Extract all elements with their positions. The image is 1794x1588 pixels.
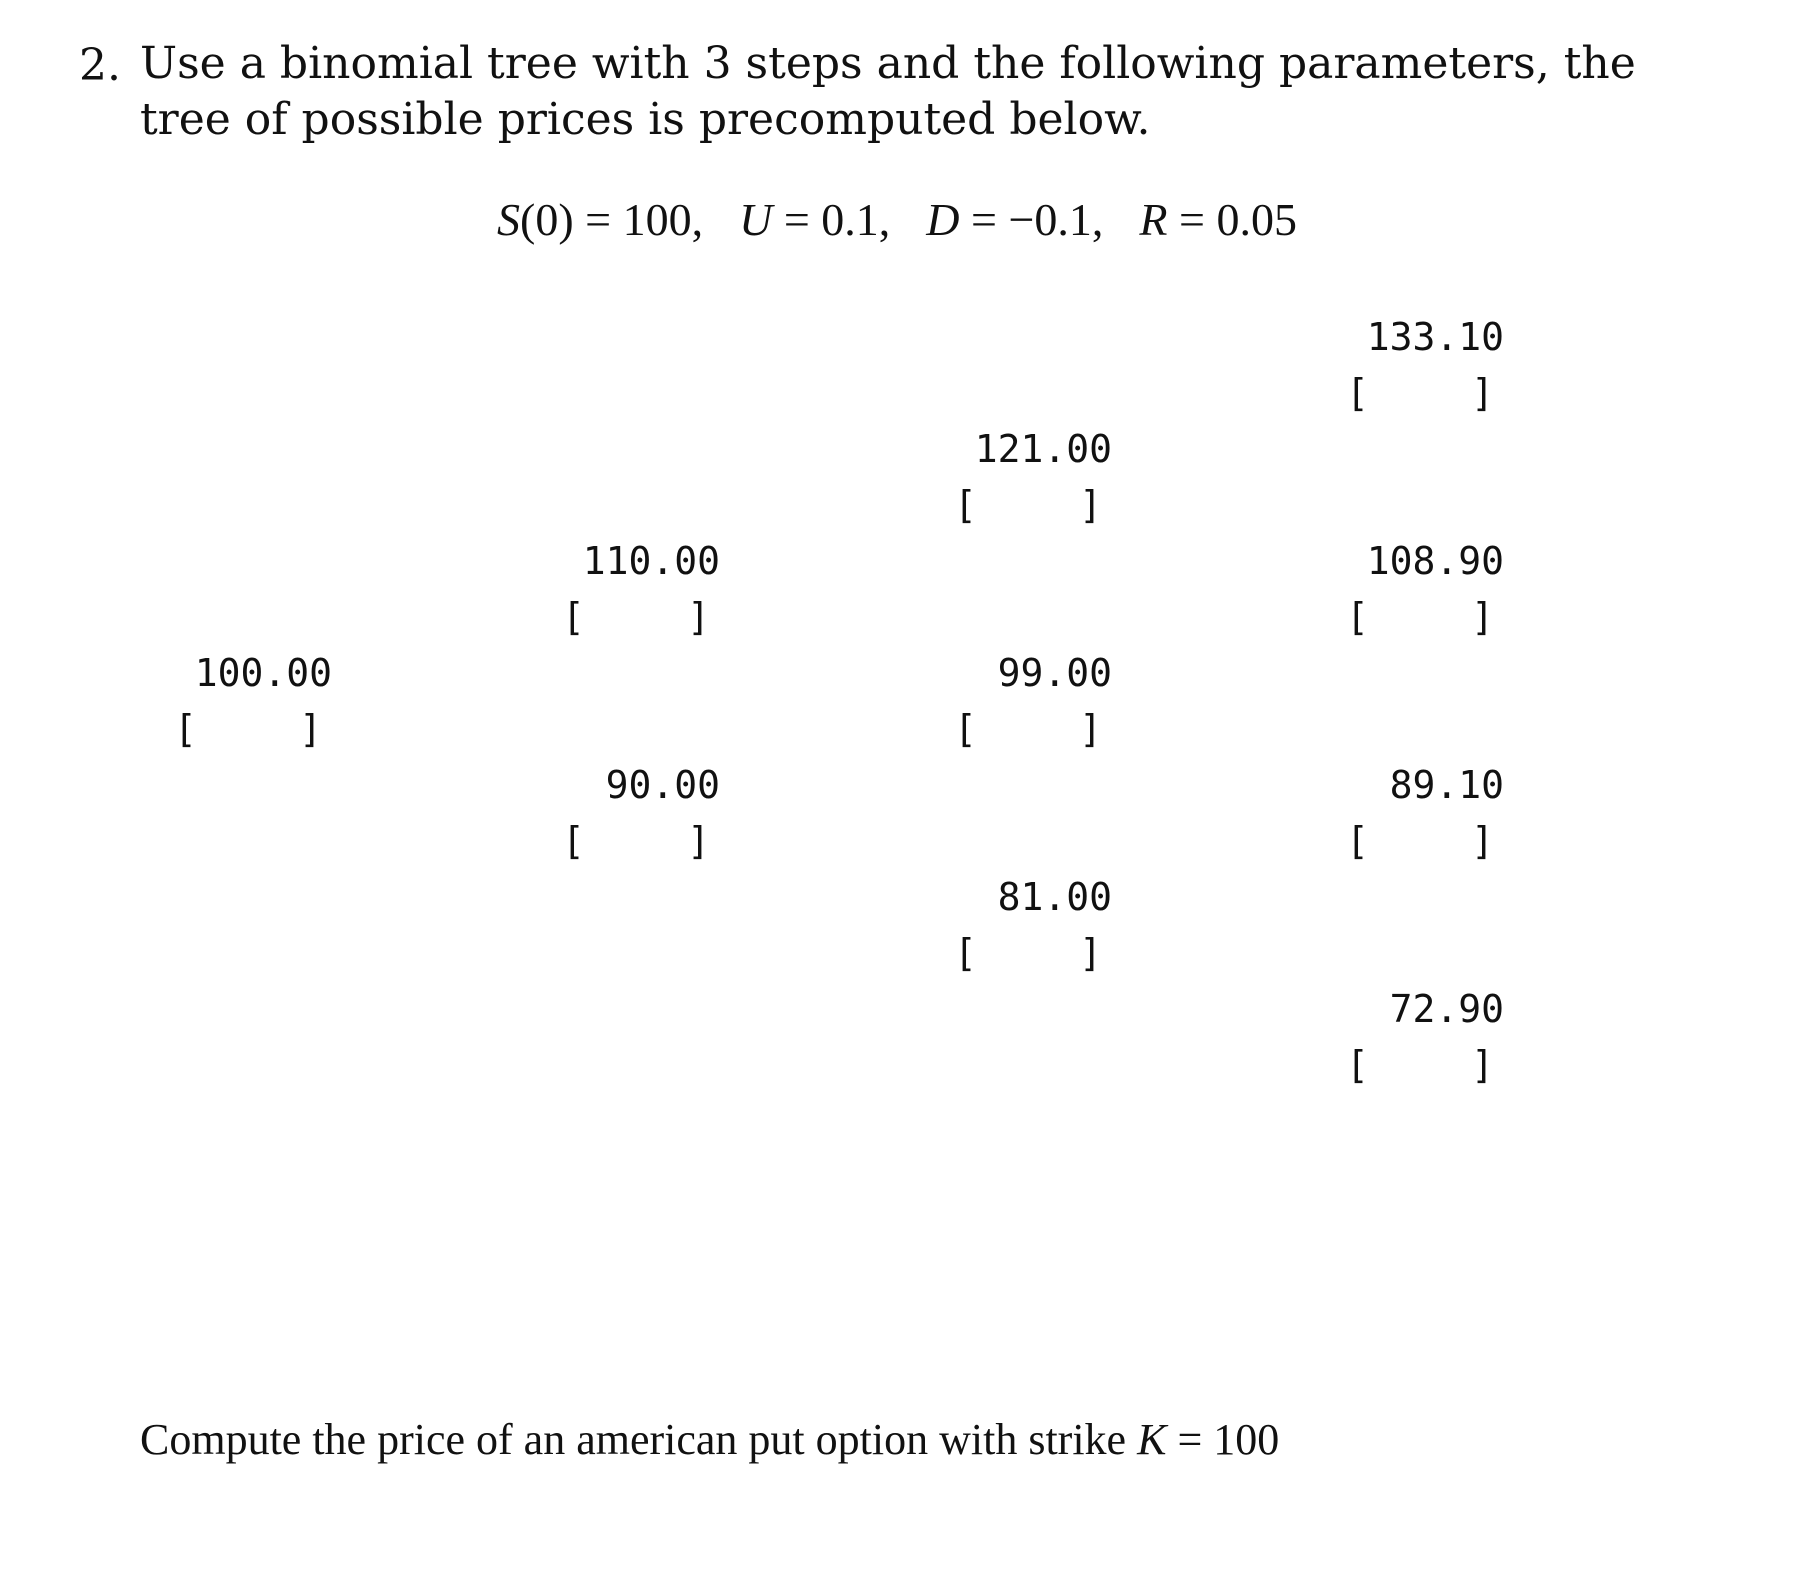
bracket-open: [ xyxy=(562,819,585,863)
tree-node xyxy=(1344,986,1504,1088)
param-r-equals: = xyxy=(1167,194,1217,245)
tree-node xyxy=(952,426,1112,528)
node-price: 99.00 xyxy=(997,651,1112,695)
node-price: 89.10 xyxy=(1389,763,1504,807)
param-s-value: 100, xyxy=(622,194,704,245)
bracket-open: [ xyxy=(562,595,585,639)
param-r-value: 0.05 xyxy=(1216,194,1297,245)
bracket-close: ] xyxy=(299,707,322,751)
bracket-open: [ xyxy=(1346,371,1369,415)
answer-slot[interactable] xyxy=(1344,818,1504,864)
tree-node xyxy=(1344,314,1504,416)
bracket-close: ] xyxy=(1079,483,1102,527)
node-price: 133.10 xyxy=(1366,315,1504,359)
bracket-close: ] xyxy=(1079,931,1102,975)
node-price: 81.00 xyxy=(997,875,1112,919)
answer-slot[interactable] xyxy=(1344,594,1504,640)
answer-slot[interactable] xyxy=(952,930,1112,976)
bracket-open: [ xyxy=(954,483,977,527)
node-price: 100.00 xyxy=(194,651,332,695)
param-s-symbol: S xyxy=(497,194,520,245)
bracket-open: [ xyxy=(174,707,197,751)
question-line xyxy=(140,1412,1279,1468)
bracket-open: [ xyxy=(1346,595,1369,639)
param-u-symbol: U xyxy=(739,194,773,245)
bracket-close: ] xyxy=(687,595,710,639)
answer-slot[interactable] xyxy=(952,706,1112,752)
param-d-equals: = xyxy=(959,194,1009,245)
param-u-equals: = xyxy=(772,194,822,245)
answer-slot[interactable] xyxy=(952,482,1112,528)
tree-node xyxy=(560,762,720,864)
question-text: Compute the price of an american put option with strike xyxy=(140,1415,1138,1464)
node-price: 72.90 xyxy=(1389,987,1504,1031)
tree-node xyxy=(1344,538,1504,640)
strike-value: 100 xyxy=(1213,1415,1280,1464)
bracket-open: [ xyxy=(954,931,977,975)
bracket-close: ] xyxy=(687,819,710,863)
node-price: 110.00 xyxy=(582,539,720,583)
bracket-close: ] xyxy=(1471,371,1494,415)
param-r-symbol: R xyxy=(1139,194,1168,245)
node-price: 108.90 xyxy=(1366,539,1504,583)
answer-slot[interactable] xyxy=(1344,1042,1504,1088)
param-d-symbol: D xyxy=(926,194,960,245)
answer-slot[interactable] xyxy=(560,594,720,640)
tree-node xyxy=(560,538,720,640)
param-s-equals: = xyxy=(573,194,623,245)
bracket-open: [ xyxy=(954,707,977,751)
parameter-line xyxy=(0,190,1794,250)
bracket-close: ] xyxy=(1471,1043,1494,1087)
node-price: 121.00 xyxy=(974,427,1112,471)
problem-statement: Use a binomial tree with 3 steps and the following parameters, the tree of possible prices is precomputed below. xyxy=(140,38,1636,145)
param-u-value: 0.1, xyxy=(821,194,891,245)
answer-slot[interactable] xyxy=(560,818,720,864)
problem-number: 2. xyxy=(79,40,121,91)
param-d-value: −0.1, xyxy=(1008,194,1104,245)
bracket-close: ] xyxy=(1079,707,1102,751)
bracket-open: [ xyxy=(1346,1043,1369,1087)
tree-node xyxy=(1344,762,1504,864)
bracket-close: ] xyxy=(1471,595,1494,639)
answer-slot[interactable] xyxy=(172,706,332,752)
param-s-arg: (0) xyxy=(520,194,574,245)
tree-node xyxy=(952,650,1112,752)
strike-equals: = xyxy=(1166,1415,1214,1464)
bracket-close: ] xyxy=(1471,819,1494,863)
strike-symbol: K xyxy=(1137,1415,1167,1464)
answer-slot[interactable] xyxy=(1344,370,1504,416)
tree-node xyxy=(172,650,332,752)
node-price: 90.00 xyxy=(605,763,720,807)
tree-node xyxy=(952,874,1112,976)
bracket-open: [ xyxy=(1346,819,1369,863)
